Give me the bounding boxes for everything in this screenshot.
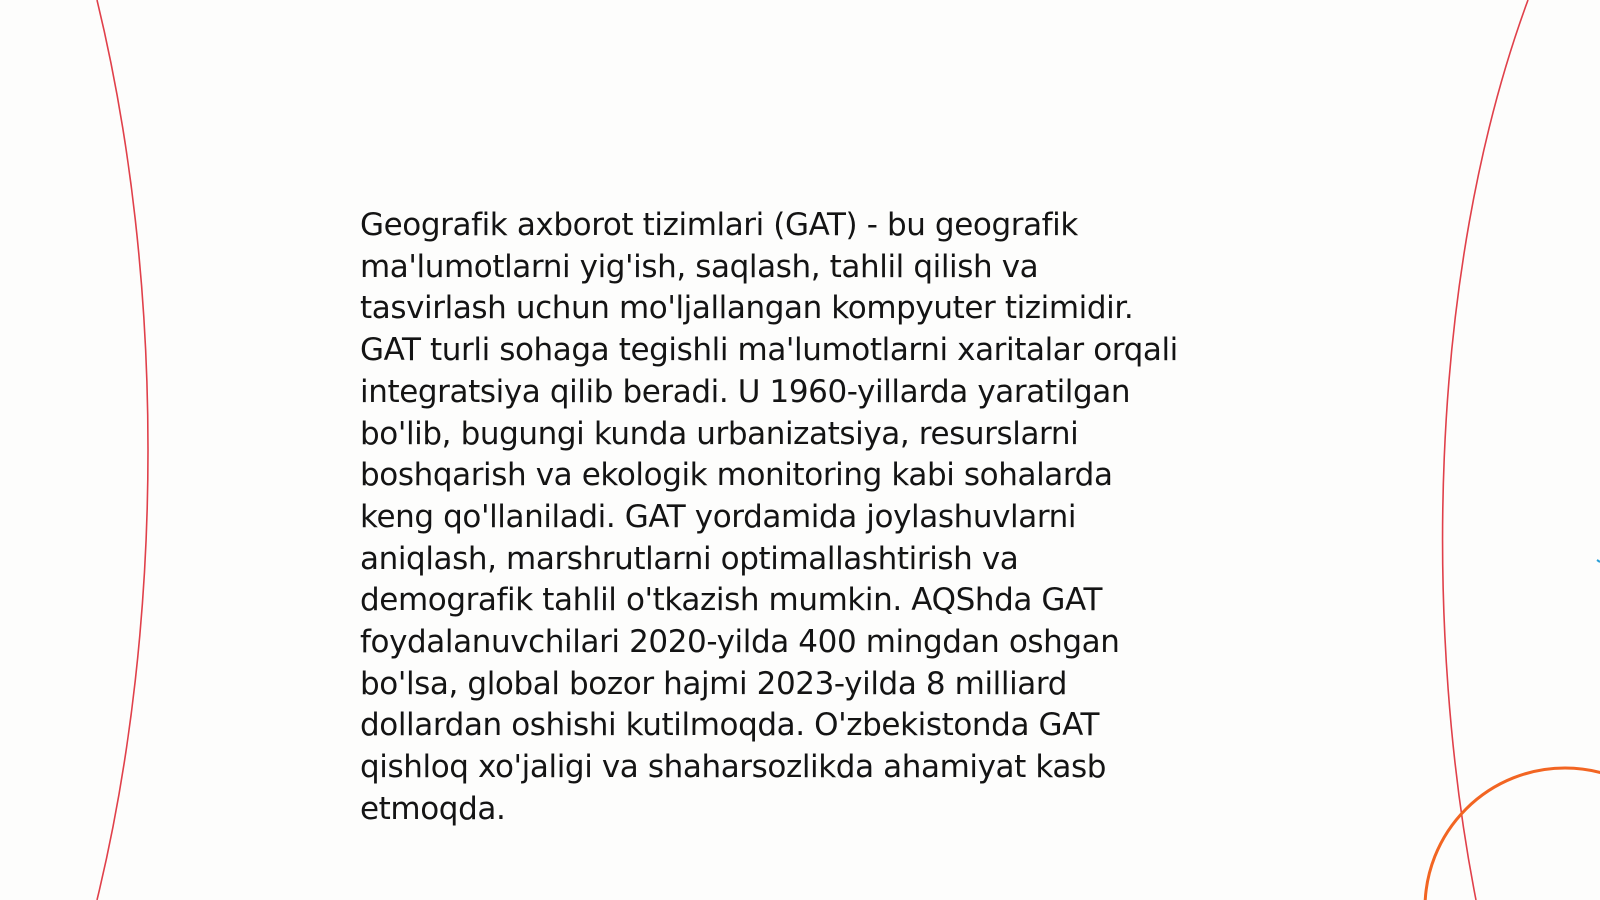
paragraph-line: tasvirlash uchun mo'ljallangan kompyuter tizimidir. xyxy=(360,290,1134,327)
paragraph-line: dollardan oshishi kutilmoqda. O'zbekistonda GAT xyxy=(360,707,1100,744)
body-paragraph xyxy=(360,205,1260,831)
paragraph-line: boshqarish va ekologik monitoring kabi sohalarda xyxy=(360,457,1113,494)
paragraph-line: Geografik axborot tizimlari (GAT) - bu geografik xyxy=(360,207,1078,243)
paragraph-line: bo'lsa, global bozor hajmi 2023-yilda 8 milliard xyxy=(360,665,1067,702)
paragraph-line: keng qo'llaniladi. GAT yordamida joylashuvlarni xyxy=(360,498,1077,535)
paragraph-line: qishloq xo'jaligi va shaharsozlikda ahamiyat kasb xyxy=(360,749,1106,786)
paragraph-line: etmoqda. xyxy=(360,790,506,827)
left-arc xyxy=(97,0,148,900)
paragraph-line: bo'lib, bugungi kunda urbanizatsiya, resurslarni xyxy=(360,415,1079,452)
paragraph-line: demografik tahlil o'tkazish mumkin. AQShda GAT xyxy=(360,582,1102,619)
orange-circle-arc xyxy=(1425,768,1600,900)
paragraph-line: aniqlash, marshrutlarni optimallashtirish va xyxy=(360,540,1019,577)
right-arc xyxy=(1443,0,1528,900)
paragraph-line: GAT turli sohaga tegishli ma'lumotlarni xaritalar orqali xyxy=(360,332,1178,369)
paragraph-line: ma'lumotlarni yig'ish, saqlash, tahlil qilish va xyxy=(360,248,1039,285)
paragraph-line: integratsiya qilib beradi. U 1960-yillarda yaratilgan xyxy=(360,373,1131,410)
paragraph-line: foydalanuvchilari 2020-yilda 400 mingdan oshgan xyxy=(360,624,1120,661)
